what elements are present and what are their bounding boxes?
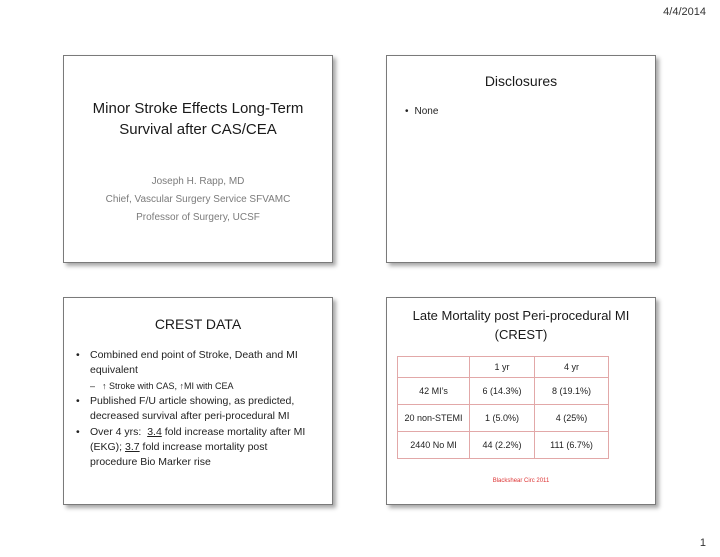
table-cell: 42 MI’s <box>398 378 470 405</box>
slide3-bullet-1-line1: Combined end point of Stroke, Death and MI <box>90 349 298 361</box>
table-cell: 6 (14.3%) <box>470 378 535 405</box>
slide3-bullet-3 <box>76 425 326 470</box>
slide-title <box>63 55 333 263</box>
fold-value-1: 3.4 <box>147 426 162 438</box>
table-header-row <box>398 357 609 378</box>
bullet-dot-icon: • <box>76 395 80 407</box>
slide3-bullet-2 <box>76 394 326 424</box>
slide1-subtitle <box>64 173 332 227</box>
slide3-bullet-1 <box>76 348 326 378</box>
slide1-title-line1: Minor Stroke Effects Long-Term <box>92 100 304 117</box>
text-segment: fold increase mortality after MI <box>161 426 306 438</box>
slide1-role1: Chief, Vascular Surgery Service SFVAMC <box>105 194 291 205</box>
table-row <box>398 378 609 405</box>
slide4-title <box>387 306 655 344</box>
table-cell: 4 (25%) <box>535 405 609 432</box>
mortality-table <box>397 356 609 459</box>
table-header-cell: 1 yr <box>470 357 535 378</box>
slide3-subbullet-1-text: ↑ Stroke with CAS, ↑MI with CEA <box>102 381 234 391</box>
slide3-bullet-3-line3: procedure Bio Marker rise <box>90 456 211 468</box>
slide3-bullet-2-line2: decreased survival after peri-procedural MI <box>90 410 290 422</box>
table-cell: 20 non-STEMI <box>398 405 470 432</box>
table-cell: 8 (19.1%) <box>535 378 609 405</box>
table-row <box>398 432 609 459</box>
citation: Blackshear Circ 2011 <box>492 478 550 484</box>
slide3-subbullet-1 <box>76 379 326 393</box>
slide-late-mortality <box>386 297 656 505</box>
slide1-role2: Professor of Surgery, UCSF <box>136 212 260 223</box>
bullet-dash-icon: – <box>90 381 96 391</box>
slide3-bullet-3-line2 <box>90 440 326 455</box>
slide4-title-line2: (CREST) <box>494 327 548 342</box>
text-segment: Over 4 yrs: <box>90 426 148 438</box>
slide3-bullet-list <box>76 348 326 471</box>
bullet-dot-icon: • <box>76 349 80 361</box>
slide2-bullet <box>405 106 438 117</box>
text-segment: (EKG); <box>90 441 126 453</box>
table-cell: 44 (2.2%) <box>470 432 535 459</box>
slide3-bullet-3-line1 <box>90 425 326 440</box>
table-cell: 1 (5.0%) <box>470 405 535 432</box>
table-header-cell <box>398 357 470 378</box>
text-segment: fold increase mortality post <box>139 441 268 453</box>
table-cell: 2440 No MI <box>398 432 470 459</box>
slide2-title: Disclosures <box>484 73 558 89</box>
table-row <box>398 405 609 432</box>
header-date: 4/4/2014 <box>663 6 706 18</box>
fold-value-2: 3.7 <box>125 441 140 453</box>
slide1-title <box>64 98 332 140</box>
bullet-dot-icon: • <box>76 426 80 438</box>
table-cell: 111 (6.7%) <box>535 432 609 459</box>
slide3-title: CREST DATA <box>154 316 242 332</box>
page-number: 1 <box>699 537 706 549</box>
bullet-dot-icon: • <box>405 106 409 117</box>
slide1-title-line2: Survival after CAS/CEA <box>119 121 277 138</box>
slide3-bullet-2-line1: Published F/U article showing, as predicted, <box>90 395 295 407</box>
slide3-bullet-1-line2: equivalent <box>90 364 138 376</box>
slide-crest-data <box>63 297 333 505</box>
slide4-title-line1: Late Mortality post Peri-procedural MI <box>412 308 630 323</box>
slide-disclosures <box>386 55 656 263</box>
table-header-cell: 4 yr <box>535 357 609 378</box>
slide2-bullet-text: None <box>414 106 439 117</box>
slide1-author: Joseph H. Rapp, MD <box>151 176 245 187</box>
